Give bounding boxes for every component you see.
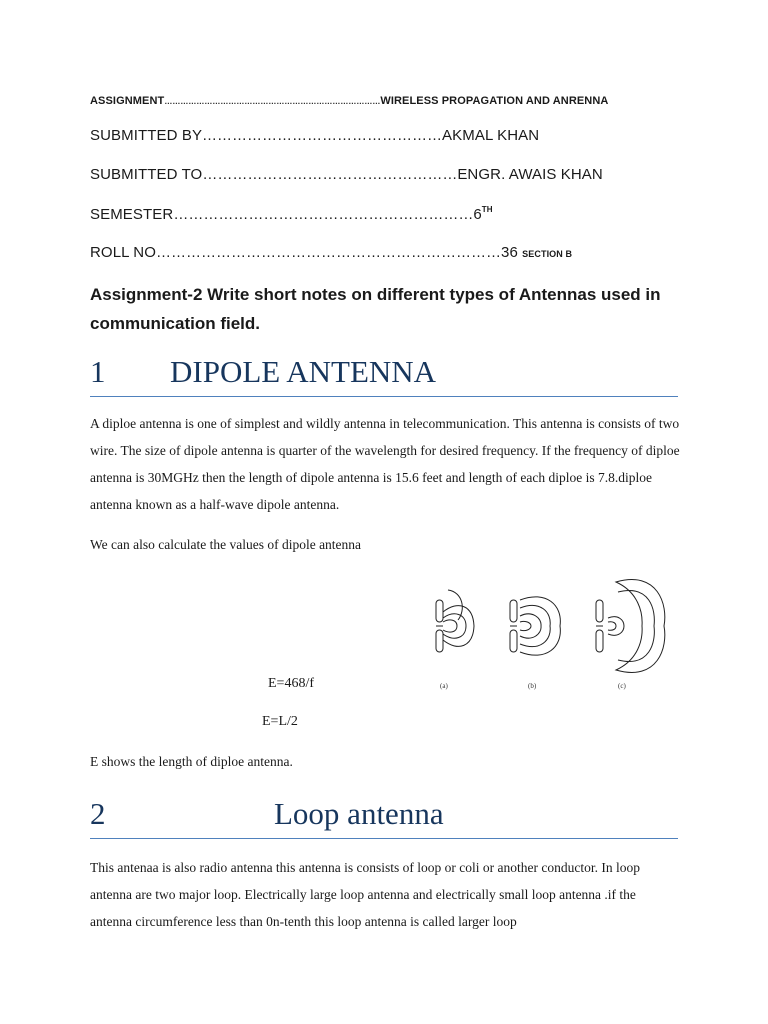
submitted-to-line [90, 166, 603, 183]
section-1-calc-text: We can also calculate the values of dipole antenna [90, 537, 362, 552]
dipole-pattern-b [510, 597, 560, 655]
section-2-paragraph: This antenaa is also radio antenna this antenna is consists of loop or coli or another conductor. In loop antenna are two major loop. Electrically large loop antenna and electrically small loop antenna .if the antenna circumference less than 0n-tenth this loop antenna is called larger loop [90, 860, 640, 929]
section-2-heading [90, 792, 678, 839]
submitted-by-dots: ………………………………………… [202, 127, 443, 144]
section-1-note: E shows the length of diploe antenna. [90, 754, 293, 769]
section-2-title: Loop antenna [274, 796, 444, 831]
formula-2: E=L/2 [262, 714, 298, 729]
assignment-value: WIRELESS PROPAGATION AND ANRENNA [380, 95, 609, 107]
formula-1: E=468/f [268, 676, 314, 691]
submitted-to-label: SUBMITTED TO [90, 166, 203, 183]
section-1-number: 1 [90, 354, 106, 389]
figure-label-b: (b) [528, 682, 537, 690]
dipole-pattern-c [596, 580, 665, 673]
section-1-title: DIPOLE ANTENNA [170, 354, 437, 389]
semester-label: SEMESTER [90, 206, 174, 223]
semester-line [90, 205, 493, 223]
assignment-question: Assignment-2 Write short notes on different types of Antennas used in communication field. [90, 285, 661, 333]
dipole-field-diagram [428, 570, 668, 695]
roll-section: SECTION B [522, 249, 573, 259]
roll-no-line [90, 244, 572, 261]
submitted-by-line [90, 127, 539, 144]
submitted-to-value: ENGR. AWAIS KHAN [457, 166, 603, 183]
figure-label-c: (c) [618, 682, 626, 690]
submitted-to-dots: …………………………………………… [202, 166, 458, 183]
section-2-number: 2 [90, 796, 106, 831]
section-1-paragraph: A diploe antenna is one of simplest and wildly antenna in telecommunication. This antenna is consists of two wire. The size of dipole antenna is quarter of the wavelength for desired frequency. If the frequency of diploe antenna is 30MGHz then the length of dipole antenna is 15.6 feet and length of each diploe is 7.8.diploe antenna known as a half-wave dipole antenna. [90, 416, 680, 512]
submitted-by-value: AKMAL KHAN [442, 127, 540, 144]
section-1-heading [90, 350, 678, 397]
roll-no-dots: …………………………………………………………… [156, 244, 501, 261]
roll-no-value: 36 [501, 244, 518, 261]
figure-label-a: (a) [440, 682, 448, 690]
assignment-dots: ……………………………………………………………………… [164, 97, 381, 106]
assignment-line [90, 95, 608, 107]
semester-superscript: TH [481, 205, 493, 214]
assignment-label: ASSIGNMENT [90, 95, 165, 107]
semester-value: 6 [473, 206, 482, 223]
roll-no-label: ROLL NO [90, 244, 156, 261]
dipole-field-figure [428, 570, 668, 700]
semester-dots: …………………………………………………… [173, 206, 474, 223]
dipole-pattern-a [436, 590, 474, 652]
submitted-by-label: SUBMITTED BY [90, 127, 203, 144]
